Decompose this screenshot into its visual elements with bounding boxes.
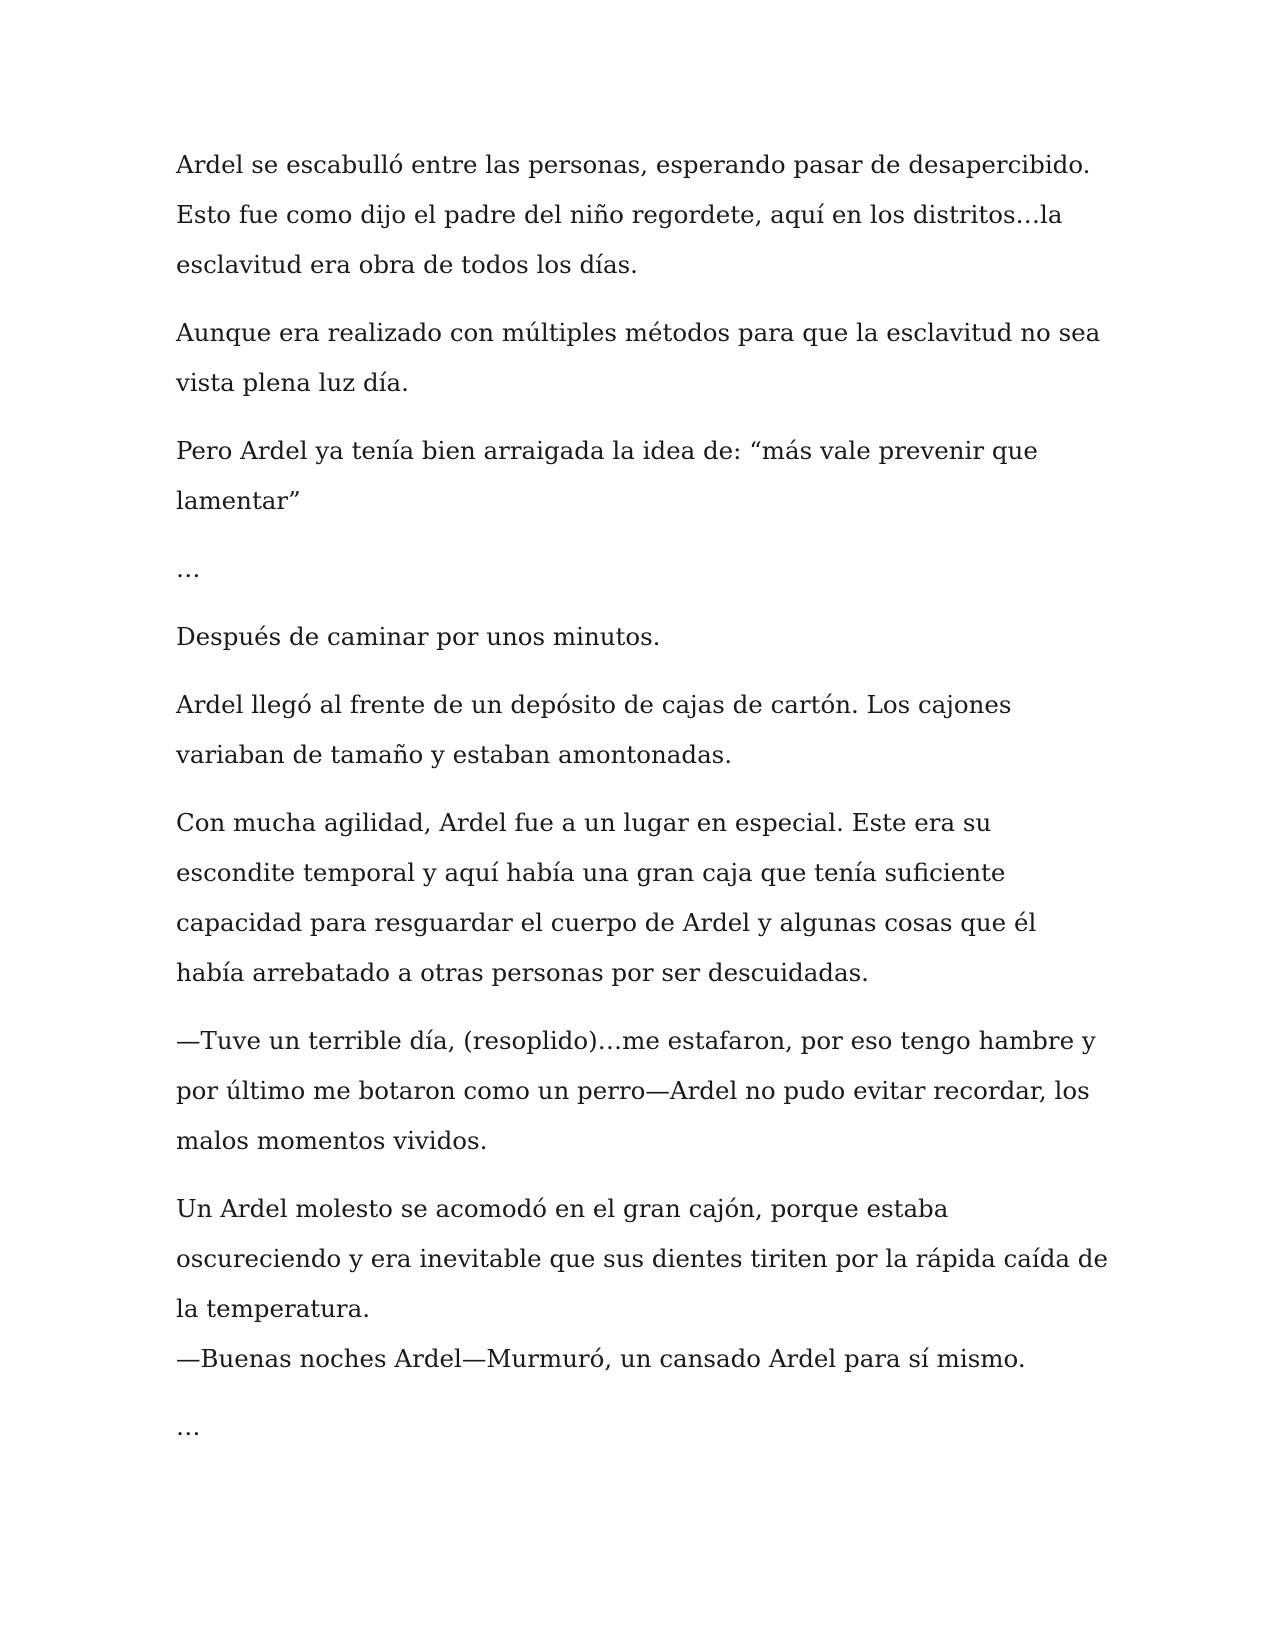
paragraph-4: Después de caminar por unos minutos. bbox=[176, 622, 661, 651]
ellipsis-separator-2: … bbox=[176, 1412, 201, 1441]
paragraph-7: —Tuve un terrible día, (resoplido)…me estafaron, por eso tengo hambre y por último me botaron como un perro—Ardel no pudo evitar recordar, los malos momentos vividos. bbox=[176, 1026, 1096, 1155]
paragraph-9: —Buenas noches Ardel—Murmuró, un cansado Ardel para sí mismo. bbox=[176, 1344, 1026, 1373]
paragraph-6: Con mucha agilidad, Ardel fue a un lugar en especial. Este era su escondite temporal y aquí había una gran caja que tenía suficiente capacidad para resguardar el cuerpo de Ardel y algunas cosas que él había arrebatado a otras personas por ser descuidadas. bbox=[176, 808, 1037, 987]
paragraph-1: Ardel se escabulló entre las personas, esperando pasar de desapercibido. Esto fue como dijo el padre del niño regordete, aquí en los distritos…la esclavitud era obra de todos los días. bbox=[176, 150, 1091, 279]
paragraph-8: Un Ardel molesto se acomodó en el gran cajón, porque estaba oscureciendo y era inevitable que sus dientes tiriten por la rápida caída de la temperatura. bbox=[176, 1194, 1108, 1323]
paragraph-3: Pero Ardel ya tenía bien arraigada la idea de: “más vale prevenir que lamentar” bbox=[176, 436, 1038, 515]
body-text bbox=[176, 140, 1111, 1470]
paragraph-5: Ardel llegó al frente de un depósito de cajas de cartón. Los cajones variaban de tamaño y estaban amontonadas. bbox=[176, 690, 1012, 769]
paragraph-2: Aunque era realizado con múltiples métodos para que la esclavitud no sea vista plena luz día. bbox=[176, 318, 1101, 397]
ellipsis-separator-1: … bbox=[176, 554, 201, 583]
